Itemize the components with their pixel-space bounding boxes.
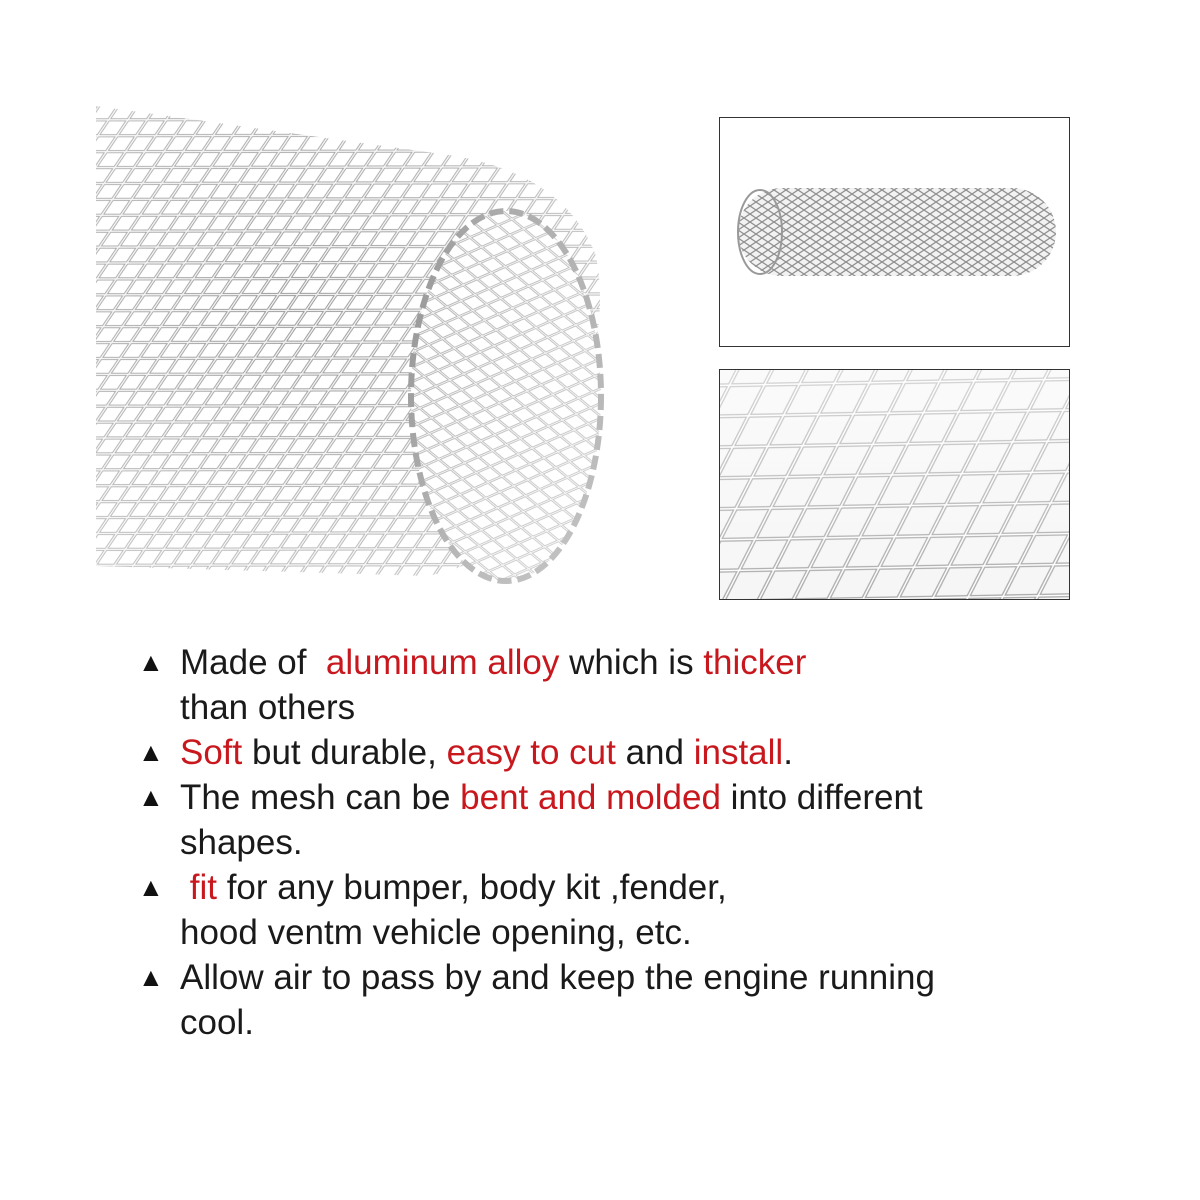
mesh-closeup-inset (719, 369, 1070, 600)
feature-text (180, 958, 935, 1042)
mesh-roll-inset (719, 117, 1070, 347)
triangle-up-icon: ▲ (138, 782, 164, 812)
highlight-text: Soft (180, 733, 243, 772)
feature-item (138, 775, 1138, 865)
plain-text (180, 868, 190, 907)
highlight-text: bent and molded (460, 778, 721, 817)
highlight-text: easy to cut (446, 733, 616, 772)
feature-text (180, 868, 727, 952)
plain-text: Made of (180, 643, 317, 682)
plain-text: but durable, (242, 733, 447, 772)
plain-text: shapes. (180, 823, 303, 862)
triangle-up-icon: ▲ (138, 962, 164, 992)
plain-text: than others (180, 688, 356, 727)
plain-text: which is (559, 643, 704, 682)
plain-text: and (615, 733, 694, 772)
triangle-up-icon: ▲ (138, 647, 164, 677)
plain-text: Allow air to pass by and keep the engine running (180, 958, 935, 997)
feature-item (138, 865, 1138, 955)
feature-item (138, 730, 1138, 775)
highlight-text: thicker (703, 643, 807, 682)
plain-text: into different (720, 778, 923, 817)
plain-text: hood ventm vehicle opening, etc. (180, 913, 692, 952)
feature-list (138, 640, 1138, 1045)
mesh-roll-photo (96, 96, 656, 616)
plain-text: for any bumper, body kit ,fender, (216, 868, 727, 907)
plain-text: cool. (180, 1003, 254, 1042)
highlight-text: fit (189, 868, 217, 907)
feature-item (138, 955, 1138, 1045)
highlight-text: install (693, 733, 784, 772)
highlight-text: aluminum alloy (316, 643, 560, 682)
feature-text (180, 778, 923, 862)
feature-item (138, 640, 1138, 730)
feature-text (180, 733, 793, 772)
triangle-up-icon: ▲ (138, 872, 164, 902)
feature-text (180, 643, 806, 727)
plain-text: . (783, 733, 793, 772)
triangle-up-icon: ▲ (138, 737, 164, 767)
plain-text: The mesh can be (180, 778, 461, 817)
